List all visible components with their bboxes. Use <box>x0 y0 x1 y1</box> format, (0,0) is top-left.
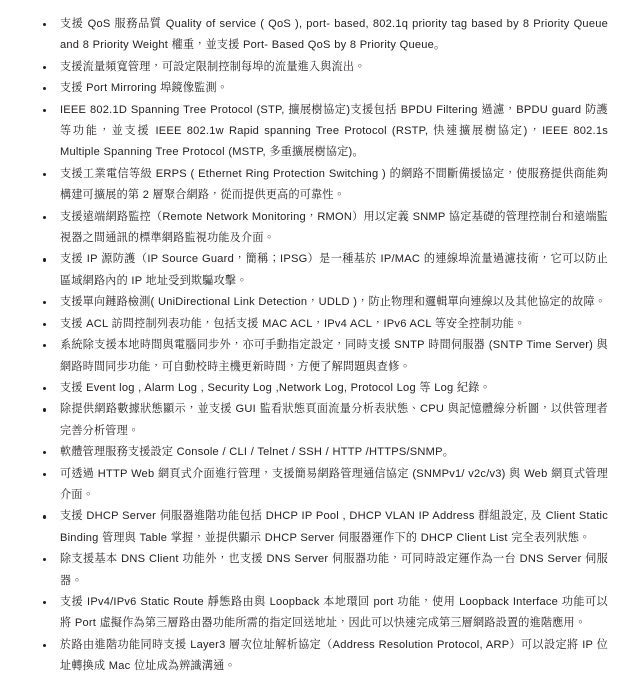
list-item <box>32 592 608 635</box>
bullet-point-icon <box>43 515 46 518</box>
list-item-text: 系統除支援本地時間與電腦同步外，亦可手動指定設定，同時支援 SNTP 時間伺服器 (SNTP Time Server) 與網路時間同步功能，可自動校時主機更新時間，方便了解問題與查修。 <box>60 339 608 373</box>
list-item <box>32 549 608 592</box>
bullet-point-icon <box>43 23 46 26</box>
list-item <box>32 292 608 313</box>
bullet-point-icon <box>43 473 46 476</box>
bullet-point-icon <box>43 344 46 347</box>
list-item-text: 於路由進階功能同時支援 Layer3 層次位址解析協定（Address Resolution Protocol, ARP）可以設定將 IP 位址轉換成 Mac 位址成為辨識溝通。 <box>60 638 608 673</box>
list-item <box>32 442 608 463</box>
list-item <box>32 14 608 57</box>
specification-bullet-list <box>32 14 608 678</box>
list-item-text: 支援 Event log , Alarm Log , Security Log ,Network Log, Protocol Log 等 Log 紀錄。 <box>60 381 491 394</box>
list-item <box>32 635 608 678</box>
list-item-text: 支援 IPv4/IPv6 Static Route 靜態路由與 Loopback 本地環回 port 功能，使用 Loopback Interface 功能可以將 Port 虛擬作為第三層路由器功能所需的指定回送地址，因此可以快速完成第三層網路設置的進階應用。 <box>60 595 608 630</box>
list-item <box>32 378 608 399</box>
list-item-text: 支援 DHCP Server 伺服器進階功能包括 DHCP IP Pool , DHCP VLAN IP Address 群組設定, 及 Client Static Binding 管理與 Table 掌握，並提供顯示 DHCP Server 伺服器運作下的 DHCP Client List 完全表列狀態。 <box>60 510 608 544</box>
bullet-point-icon <box>43 258 46 261</box>
list-item-text: IEEE 802.1D Spanning Tree Protocol (STP, 擴展樹協定)支援包括 BPDU Filtering 過濾，BPDU guard 防護等功能，並支援 IEEE 802.1w Rapid spanning Tree Protocol (RSTP, 快速擴展樹協定)，IEEE 802.1s Multiple Spanning Tree Protocol (MSTP, 多重擴展樹協定)。 <box>60 103 608 159</box>
bullet-point-icon <box>43 216 46 219</box>
bullet-point-icon <box>43 387 46 390</box>
list-item-text: 支援 ACL 訪問控制列表功能，包括支援 MAC ACL，IPv4 ACL，IPv6 ACL 等安全控制功能。 <box>60 317 526 330</box>
bullet-point-icon <box>43 601 46 604</box>
list-item-text: 支援 IP 源防護（IP Source Guard，簡稱；IPSG）是一種基於 IP/MAC 的連線埠流量過濾技術，它可以防止區域網路內的 IP 地址受到欺騙攻擊。 <box>60 253 608 287</box>
bullet-point-icon <box>43 173 46 176</box>
bullet-point-icon <box>43 408 46 411</box>
list-item <box>32 100 608 164</box>
list-item <box>32 314 608 335</box>
list-item <box>32 399 608 442</box>
list-item-text: 支援工業電信等級 ERPS ( Ethernet Ring Protection Switching ) 的網路不間斷備援協定，使服務提供商能夠構建可擴展的第 2 層聚合網路，從而提供更高的可靠性。 <box>60 167 608 202</box>
list-item-text: 軟體管理服務支援設定 Console / CLI / Telnet / SSH / HTTP /HTTPS/SNMP。 <box>60 446 455 459</box>
list-item <box>32 464 608 507</box>
list-item-text: 支援 QoS 服務品質 Quality of service ( QoS ), port- based, 802.1q priority tag based by 8 Priority Queue and 8 Priority Weight 權重，並支援 Port- Based QoS by 8 Priority Queue。 <box>60 18 608 52</box>
list-item <box>32 78 608 99</box>
list-item <box>32 335 608 378</box>
bullet-point-icon <box>43 66 46 69</box>
list-item-text: 除提供網路數據狀態顯示，並支援 GUI 監看狀態頁面流量分析表狀態、CPU 與記憶體線分析圖，以供管理者完善分析管理。 <box>60 403 608 437</box>
list-item <box>32 249 608 292</box>
list-item-text: 支援流量頻寬管理，可設定限制控制每埠的流量進入與流出。 <box>60 60 366 73</box>
bullet-point-icon <box>43 644 46 647</box>
bullet-point-icon <box>43 323 46 326</box>
list-item <box>32 57 608 78</box>
list-item <box>32 207 608 250</box>
bullet-point-icon <box>43 301 46 304</box>
list-item <box>32 506 608 549</box>
list-item <box>32 164 608 207</box>
bullet-point-icon <box>43 87 46 90</box>
list-item-text: 支援遠端網路監控（Remote Network Monitoring，RMON）用以定義 SNMP 協定基礎的管理控制台和遠端監視器之間通訊的標準網路監視功能及介面。 <box>60 210 608 245</box>
list-item-text: 支援 Port Mirroring 埠鏡像監測。 <box>60 82 229 95</box>
bullet-point-icon <box>43 558 46 561</box>
list-item-text: 除支援基本 DNS Client 功能外，也支援 DNS Server 伺服器功能，可同時設定運作為一台 DNS Server 伺服器。 <box>60 553 608 587</box>
list-item-text: 支援單向鏈路檢測( UniDirectional Link Detection，UDLD )，防止物理和邏輯單向連線以及其他協定的故障。 <box>60 296 607 309</box>
bullet-point-icon <box>43 109 46 112</box>
bullet-point-icon <box>43 451 46 454</box>
list-item-text: 可透過 HTTP Web 網頁式介面進行管理，支援簡易網路管理通信協定 (SNMPv1/ v2c/v3) 與 Web 網頁式管理介面。 <box>60 467 608 501</box>
